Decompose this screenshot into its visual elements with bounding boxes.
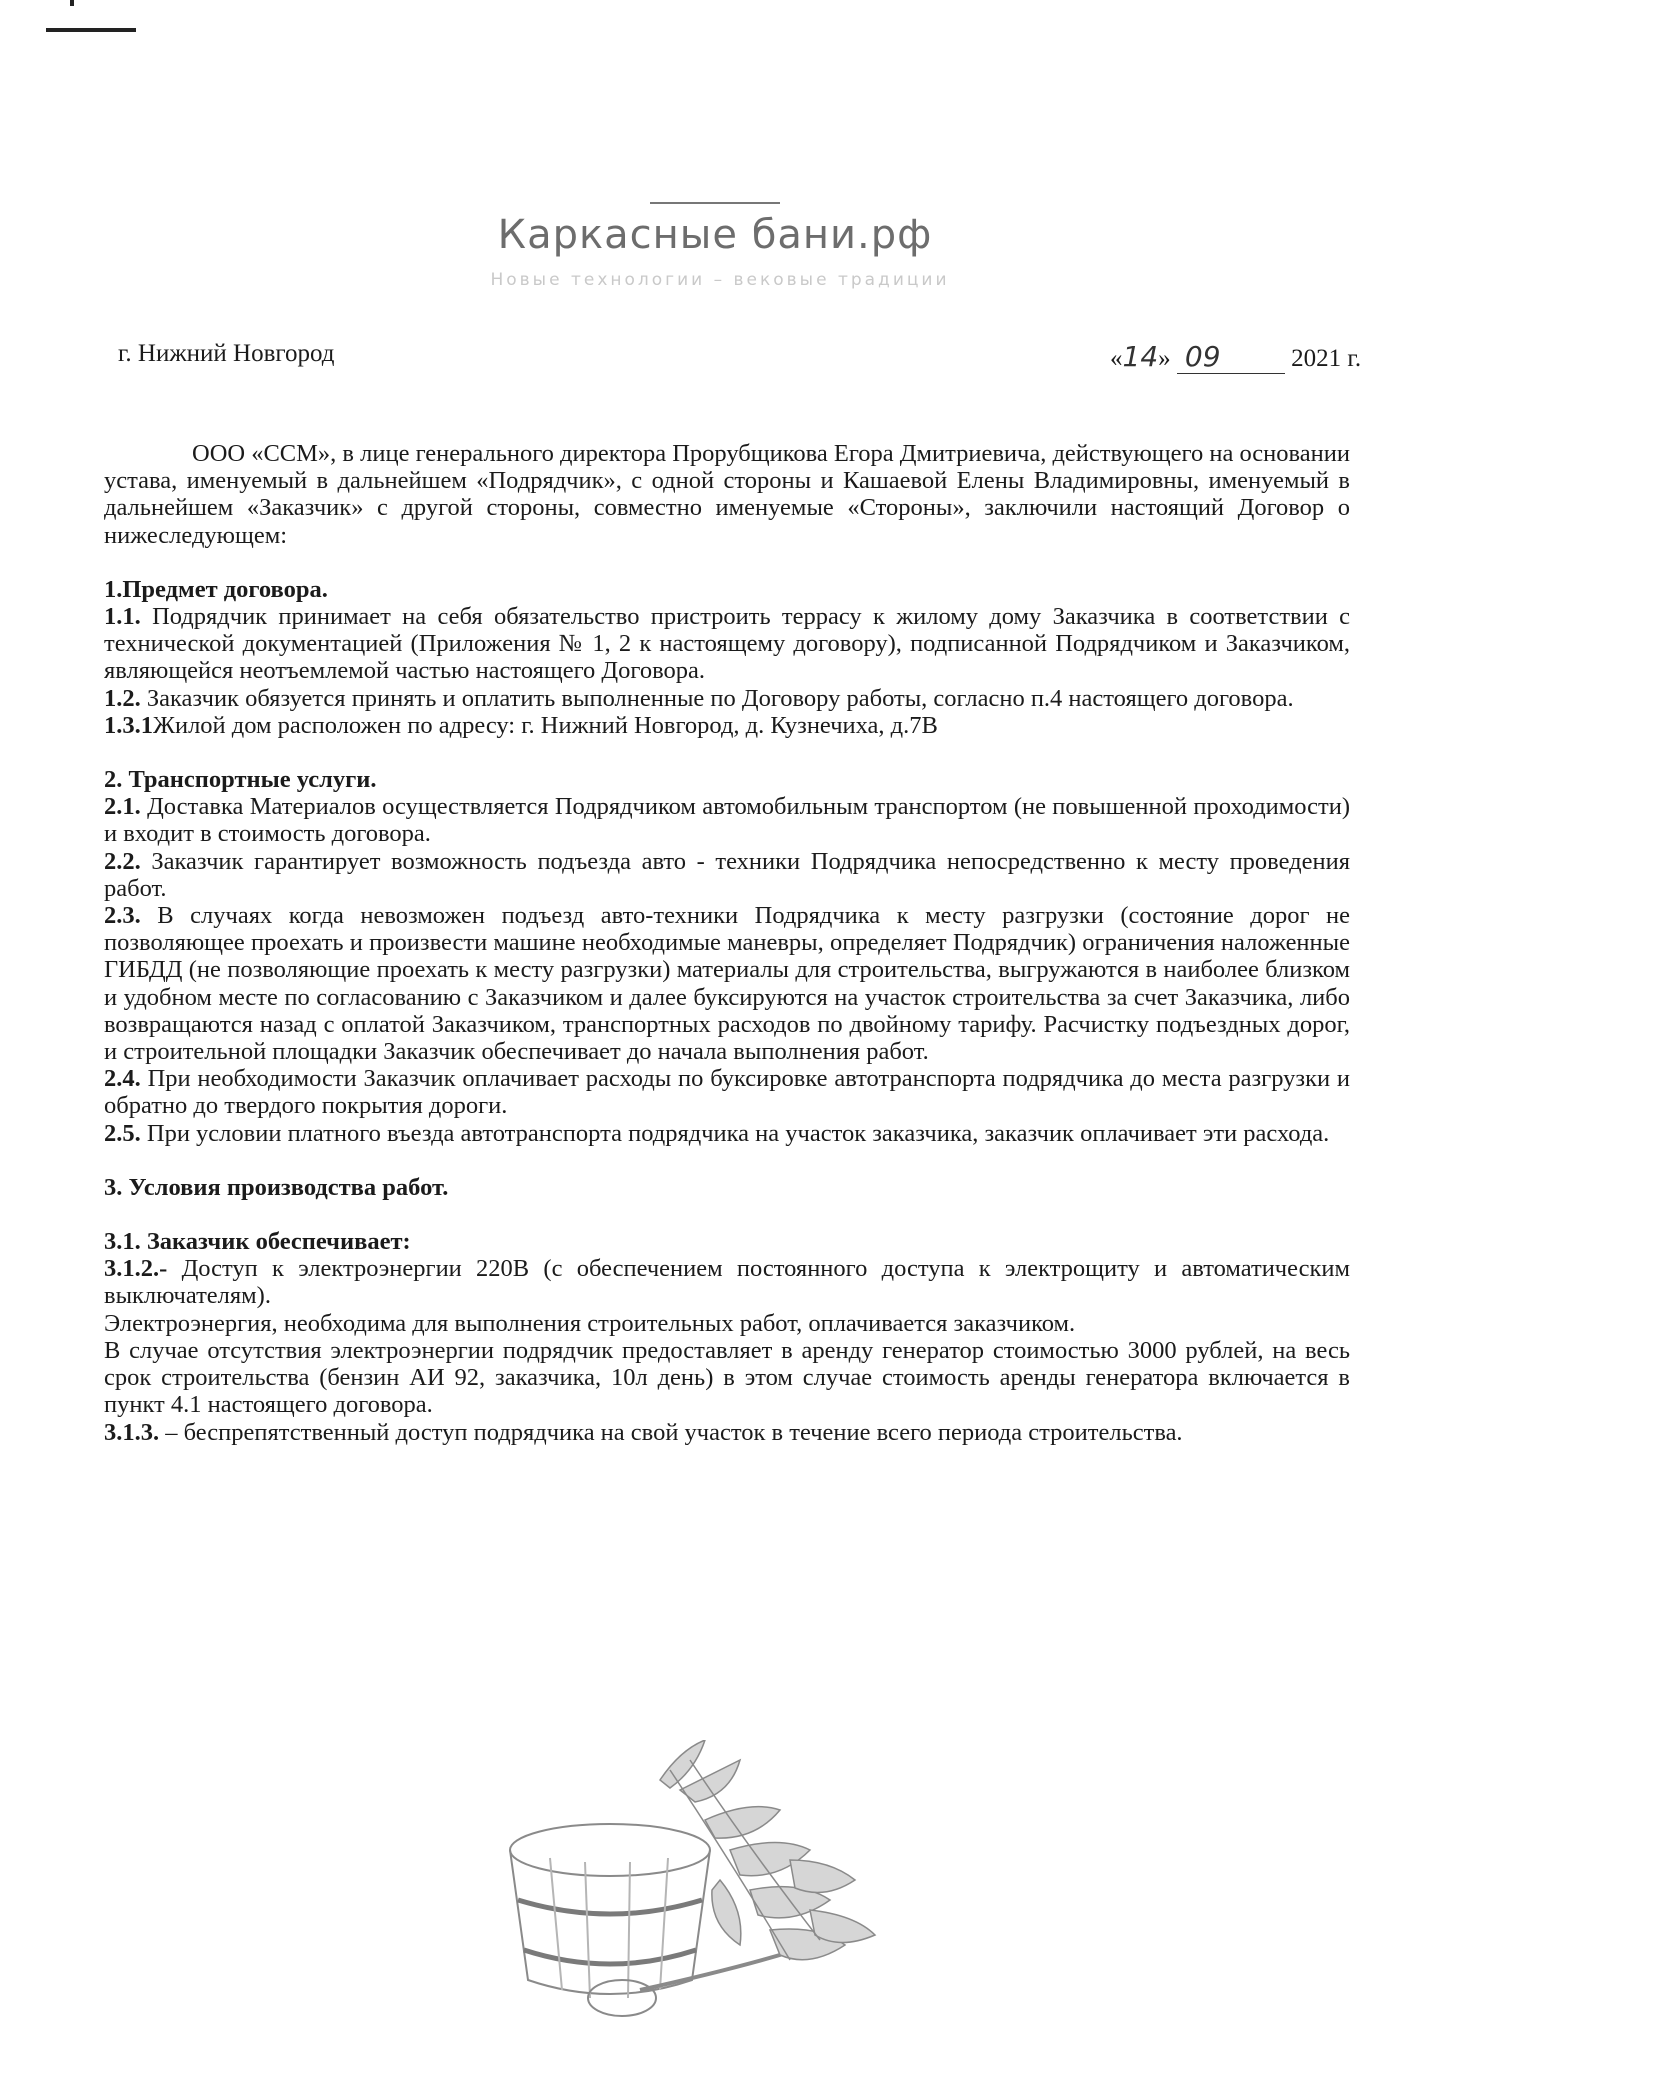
clause-2-3: 2.3. В случаях когда невозможен подъезд авто-техники Подрядчика к месту разгрузки (состояние дорог не позволяющее проехать и произвести машине необходимые маневры, определяет Подрядчик) ограничения наложенные ГИБДД (не позволяющие проехать к месту разгрузки) материалы для строительства, выгружаются в наиболее близком и удобном месте по согласованию с Заказчиком и далее буксируются на участок строительства за счет Заказчика, либо возвращаются назад с оплатой Заказчиком, транспортных расходов по двойному тарифу. Расчистку подъездных дорог, и строительной площадки Заказчик обеспечивает до начала выполнения работ. xyxy=(104,902,1350,1066)
contract-date: «14» 09 2021 г. xyxy=(1110,340,1362,373)
clause-1-3: 1.3.1Жилой дом расположен по адресу: г. Нижний Новгород, д. Кузнечиха, д.7В xyxy=(104,711,938,739)
date-year: 2021 г. xyxy=(1291,345,1362,372)
sauna-bucket-illustration xyxy=(490,1740,930,2050)
clause-2-1: 2.1. Доставка Материалов осуществляется Подрядчиком автомобильным транспортом (не повышенной проходимости) и входит в стоимость договора. xyxy=(104,793,1351,848)
contract-body xyxy=(104,440,1350,1446)
section-3-1-title: 3.1. Заказчик обеспечивает: xyxy=(104,1228,411,1256)
clause-2-5: 2.5. При условии платного въезда автотранспорта подрядчика на участок заказчика, заказчик оплачивает эти расхода. xyxy=(104,1119,1330,1147)
logo-rule xyxy=(650,202,780,204)
clause-3-1-2: 3.1.2.- Доступ к электроэнергии 220В (с обеспечением постоянного доступа к электрощиту и автоматическим выключателям). xyxy=(104,1255,1351,1310)
clause-2-2: 2.2. Заказчик гарантирует возможность подъезда авто - техники Подрядчика непосредственно к месту проведения работ. xyxy=(104,847,1350,902)
clause-1-1: 1.1. Подрядчик принимает на себя обязательство пристроить террасу к жилому дому Заказчика в соответствии с технической документацией (Приложения № 1, 2 к настоящему договору), подписанной Подрядчиком и Заказчиком, являющейся неотъемлемой частью настоящего Договора. xyxy=(104,603,1350,685)
section-2-title: 2. Транспортные услуги. xyxy=(104,766,377,794)
section-1-title: 1.Предмет договора. xyxy=(104,575,328,603)
intro-paragraph: ООО «ССМ», в лице генерального директора Прорубщикова Егора Дмитриевича, действующего на основании устава, именуемый в дальнейшем «Подрядчик», с одной стороны и Кашаевой Елены Владимировны, именуемый в дальнейшем «Заказчик» с другой стороны, совместно именуемые «Стороны», заключили настоящий Договор о нижеследующем: xyxy=(104,440,1350,549)
logo-subtitle: Новые технологии – вековые традиции xyxy=(490,270,950,290)
clause-3-1-3: 3.1.3. – беспрепятственный доступ подрядчика на свой участок в течение всего периода строительства. xyxy=(104,1418,1183,1446)
scan-corner-mark xyxy=(46,28,136,32)
date-day: 14 xyxy=(1122,340,1159,373)
scan-corner-tick xyxy=(70,0,74,6)
clause-2-4: 2.4. При необходимости Заказчик оплачивает расходы по буксировке автотранспорта подрядчика до места разгрузки и обратно до твердого покрытия дороги. xyxy=(104,1065,1351,1120)
contract-city: г. Нижний Новгород xyxy=(118,340,335,367)
date-month: 09 xyxy=(1184,340,1221,373)
generator-paragraph: В случае отсутствия электроэнергии подрядчик предоставляет в аренду генератор стоимостью 3000 рублей, на весь срок строительства (бензин АИ 92, заказчика, 10л день) в этом случае стоимость аренды генератора включается в пункт 4.1 настоящего договора. xyxy=(104,1336,1350,1419)
logo-title: Каркасные бани.рф xyxy=(497,212,933,258)
electricity-paragraph: Электроэнергия, необходима для выполнения строительных работ, оплачивается заказчиком. xyxy=(104,1309,1076,1337)
section-3-title: 3. Условия производства работ. xyxy=(104,1173,449,1201)
clause-1-2: 1.2. Заказчик обязуется принять и оплатить выполненные по Договору работы, согласно п.4 настоящего договора. xyxy=(104,684,1294,712)
